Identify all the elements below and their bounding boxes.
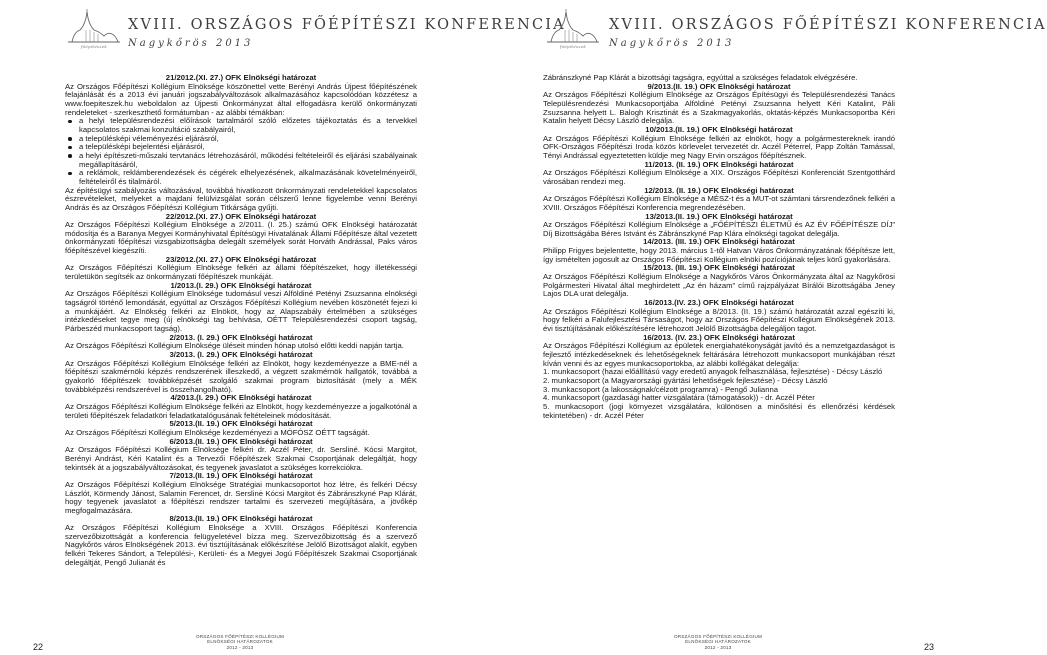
page-footer — [658, 634, 778, 650]
bullet-item: a településképi bejelentési eljárásról, — [65, 143, 417, 152]
resolution-heading: 4/2013.(I. 29.) OFK Elnökségi határozat — [170, 393, 312, 403]
conference-subtitle: Nagykőrös 2013 — [128, 38, 254, 49]
resolution-heading: 14/2013. (III. 19.) OFK Elnökségi határozat — [643, 237, 795, 247]
resolution-heading: 21/2012.(XI. 27.) OFK Elnökségi határozat — [165, 73, 317, 82]
paragraph: Az Országos Főépítészi Kollégium Elnöksége tudomásul veszi Alföldiné Petényi Zsuzsanna elnökségi tagságról történő lemondását, egyúttal az Országos Főépítészi Kollégium nevében köszönetét fejezi ki a munkájáért. Az Elnökség felkéri az Elnököt, hogy az Alapszabály értelmében a szükséges intézkedéseket tegye meg (új elnökségi tag behívása, OÉTT Településrendezési csoport tagság, Párbeszéd munkacsoport tagság). — [65, 289, 417, 334]
page-number: 22 — [33, 642, 44, 652]
resolution-heading: 2/2013. (I. 29.) OFK Elnökségi határozat — [169, 332, 313, 342]
resolution-heading: 7/2013.(II. 19.) OFK Elnökségi határozat — [169, 471, 313, 481]
paragraph: Az Országos Főépítészi Kollégium Elnöksége köszönettel vette Berényi András Újpest főépítészének felajánlását és a 2013 évi januári jogszabályváltozások alkalmazásához kapcsolódóan közzétesz a www.foepiteszek.hu weboldalon az Újpesti Önkormányzat által elfogadásra kerülő önkormányzati rendeleteket - szerkeszthető formátumban - az alábbi témákban: — [65, 81, 417, 117]
page-number: 23 — [924, 642, 935, 652]
right-page — [480, 0, 1047, 655]
bullet-item: a helyi településrendezési előírások tartalmáról szóló előzetes tájékoztatás és a tervekkel kapcsolatos szakmai konzultáció szabályairól, — [65, 117, 417, 134]
bullet-item: a településképi véleményezési eljárásról, — [65, 135, 417, 144]
resolution-heading: 11/2013. (II. 19.) OFK Elnökségi határozat — [644, 159, 794, 169]
resolution-heading: 16/2013. (IV. 23.) OFK Elnökségi határozat — [643, 332, 795, 342]
paragraph: Az Országos Főépítészi Kollégium Elnöksége a XVIII. Országos Főépítészi Konferencia szervezőbizottságát a konferencia felügyeletével bízza meg. Szervezőbizottság és a szervező Nagykőrös város Elnökségének 2013. évi tisztújításának előkészítése Jelölő Bizottságot alakít, egyben felkéri Tekeres Sándort, a Települési-, Kerületi- és a Megyei Jogú Főépítészek Szakmai Csoportjának delegáltját, Pengő Julianát és — [65, 523, 417, 567]
footer-line: ORSZÁGOS FŐÉPÍTÉSZI KOLLÉGIUM — [674, 634, 762, 639]
paragraph: 2. munkacsoport (a Magyarországi gyártási lehetőségek fejlesztése) - Décsy László — [543, 375, 828, 385]
footer-line: ELNÖKSÉGI HATÁROZATOK — [685, 639, 751, 645]
logo-caption: főépítészek — [80, 44, 108, 49]
page-header — [480, 0, 1047, 58]
paragraph: Philipp Frigyes bejelentette, hogy 2013. március 1-től Hatvan Város Önkormányzatának főépítésze lett, így ismételten jogosult az Országos Főépítészi Kollégium elnöki pozíciójának teljes körű gyakorlására. — [543, 246, 895, 264]
paragraph: Az Országos Főépítészi Kollégium Elnöksége felkéri az állami főépítészeket, hogy illetékességi területükön segítsék az önkormányzati főépítészek munkáját. — [65, 263, 417, 282]
paragraph: Zábránszkyné Pap Klárát a bizottsági tagságra, egyúttal a szükséges feladatok elvégzésére. — [543, 73, 858, 82]
resolution-heading: 16/2013.(IV. 23.) OFK Elnökségi határozat — [644, 298, 794, 308]
bullet-item: a helyi építészeti-műszaki tervtanács létrehozásáról, működési feltételeiről és eljárási szabályainak megállapításáról, — [65, 152, 417, 169]
conference-logo-icon — [64, 8, 124, 52]
conference-subtitle: Nagykőrös 2013 — [609, 38, 735, 49]
footer-line: 2012 - 2013 — [226, 644, 254, 650]
paragraph: Az Országos Főépítészi Kollégium Elnöksége üléseit minden hónap utolsó előtti keddi napján tartja. — [65, 341, 404, 351]
resolution-heading: 9/2013.(II. 19.) OFK Elnökségi határozat — [647, 81, 791, 91]
paragraph: Az Országos Főépítészi Kollégium Elnöksége a 8/2013. (II. 19.) számú határozatát azzal egészíti ki, hogy felkéri a Falufejlesztési Társaságot, hogy az Országos Főépítészi Kollégium Elnökségének 2013. évi tisztújításának előkészítésére létrehozott Jelölő Bizottságba delegáljon tagot. — [543, 306, 895, 334]
paragraph: Az Országos Főépítészi Kollégium Elnöksége a MÉSZ-t és a MUT-ot számtani társrendezőnek felkéri a XVIII. Országos Főépítészi Konferencia megrendezésében. — [543, 194, 895, 212]
paragraph: Az Országos Főépítészi Kollégium Elnöksége a XIX. Országos Főépítészi Konferenciát Szentgotthárd városában rendezi meg. — [543, 168, 895, 186]
resolution-heading: 8/2013.(II. 19.) OFK Elnökségi határozat — [169, 514, 313, 524]
paragraph: Az Országos Főépítészi Kollégium Elnöksége felkéri dr. Aczél Péter, dr. Sersliné. Kócsi Margitot, Berényi Andrást, Kéri Katalint és a Tervezői Főépítészek Szakmai Csoportjának delegáltját, hogy tekintsék át a jogszabályváltozásokat, és tegyenek javaslatot a szükséges korrekciókra. — [65, 445, 417, 472]
page-footer — [180, 634, 300, 650]
resolution-heading: 3/2013. (I. 29.) OFK Elnökségi határozat — [169, 350, 313, 359]
paragraph: Az Országos Főépítészi Kollégium Elnöksége a Nagykőrös Város Önkormányzata által az Nagykőrösi Polgármesteri Hivatal által meghirdetett „Az én házam” című rajzpályázat Bírálói Bizottságába Jeney Lajos DLA urat delegálja. — [543, 272, 895, 299]
paragraph: Az Országos Főépítészi Kollégium Elnöksége felkéri az Elnököt, hogy kezdeményezze a jogalkotónál a területi főépítészek feladatköri feladatkatalógusának feltételeinek módosítását. — [65, 401, 417, 420]
paragraph: 5. munkacsoport (jogi környezet vizsgálatára, különösen a minősítési és ellenőrzési kérdések tekintetében) - dr. Aczél Péter — [543, 401, 895, 420]
paragraph: Az Országos Főépítészi Kollégium Elnöksége kezdeményezi a MÓFÓSZ OÉTT tagságát. — [65, 427, 370, 437]
paragraph: Az építésügyi szabályozás változásával, továbbá hivatkozott önkormányzati rendeletekkel kapcsolatos észrevételeket, melyeket a majdani felülvizsgálat során célszerű lenne figyelembe venni Berényi András és az Országos Főépítészi Kollégium Titkársága gyűjti. — [65, 185, 417, 212]
paragraph: 4. munkacsoport (gazdasági hatter vizsgálatára (támogatások)) - dr. Aczél Péter — [543, 393, 815, 403]
paragraph: Az Országos Főépítészi Kollégium Elnöksége felkéri az Elnököt, hogy kezdeményezze a BME-nél a főépítészi szakmérnöki képzés rendszerének illeszkedő, a végzett szakmérnök hallgatók, továbbá a gyakorló főépítészek továbbképzését szolgáló szakmai program biztosítását (mely a MÉK továbbképzési rendszerével is összehangolható). — [65, 358, 417, 394]
conference-title: XVIII. ORSZÁGOS FŐÉPÍTÉSZI KONFERENCIA — [128, 17, 566, 33]
resolution-heading: 10/2013.(II. 19.) OFK Elnökségi határozat — [645, 124, 793, 134]
paragraph: Az Országos Főépítészi Kollégium Elnöksége a „FŐÉPÍTÉSZI ÉLETMŰ és AZ ÉV FŐÉPÍTÉSZE DÍJ” Díj Bizottságába Béres Istvánt és Zábránszkyné Pap Klára elnökségi tagokat delegálja. — [543, 220, 895, 238]
left-body-text — [65, 74, 417, 567]
bullet-item: a reklámok, reklámberendezések és cégérek elhelyezésének, alkalmazásának követelményeiről, feltételeiről és tilalmáról. — [65, 169, 417, 186]
conference-logo-icon — [543, 8, 603, 52]
logo-caption: főépítészek — [559, 44, 587, 49]
resolution-heading: 13/2013.(II. 19.) OFK Elnökségi határozat — [645, 211, 793, 221]
paragraph: Az Országos Főépítészi Kollégium Elnöksége a 2/2011. (I. 25.) számú OFK Elnökségi határozatát módosítja és a Baranya Megyei Kormányhivatal Építésügyi Hivatalának Állami Főépítésze által vezetett önkormányzati főépítészi vizsgabizottságba delegált személyek sorát Horváth Andrással, Paks város főépítészével kiegészíti. — [65, 220, 417, 256]
bullet-list — [65, 117, 417, 186]
resolution-heading: 6/2013.(II. 19.) OFK Elnökségi határozat — [169, 436, 313, 446]
paragraph: Az Országos Főépítészi Kollégium Elnöksége felkéri az elnököt, hogy a polgármestereknek irandó OFK-Országos Főépítészi Iroda közös körlevelet tervezetét dr. Aczél Péterrel, Papp Zoltán Tamással, Tényi Andrással egyeztetetten küldje meg Nagy Ervin országos főépítésznek. — [543, 133, 895, 160]
paragraph: Az Országos Főépítészi Kollégium az épületek energiahatékonyságát javító és a nemzetgazdaságot is fejlesztő intézkedéseknek és lehetőségeknek feltárására létrehozott munkacsoport munkájában részt kíván venni és az egyes munkacsoportokba, az alábbi kollégákat delegálja: — [543, 341, 895, 368]
paragraph: Az Országos Főépítészi Kollégium Elnöksége az Országos Építésügyi és Településrendezési Tanács Településrendezési Munkacsoportjába Alföldiné Petényi Zsuzsanna helyett Kéri Katalint, Páli Zsuzsanna helyett L. Balogh Krisztinát és a Szakmagyakorlás, oktatás-képzés Munkacsoportba Kéri Katalin helyett Décsy László delegálja. — [543, 90, 895, 126]
resolution-heading: 1/2013.(I. 29.) OFK Elnökségi határozat — [170, 280, 312, 290]
footer-line: 2012 - 2013 — [704, 644, 732, 650]
conference-title: XVIII. ORSZÁGOS FŐÉPÍTÉSZI KONFERENCIA — [609, 17, 1047, 33]
footer-line: ELNÖKSÉGI HATÁROZATOK — [207, 639, 273, 645]
resolution-heading: 15/2013. (III. 19.) OFK Elnökségi határozat — [643, 263, 795, 273]
resolution-heading: 12/2013. (II. 19.) OFK Elnökségi határozat — [644, 185, 794, 195]
paragraph: 3. munkacsoport (a lakosságnak/célzott programra) - Pengő Julianna — [543, 384, 779, 394]
resolution-heading: 23/2012.(XI. 27.) OFK Elnökségi határozat — [165, 254, 317, 264]
paragraph: Az Országos Főépítészi Kollégium Elnöksége Stratégiai munkacsoportot hoz létre, és felkéri Décsy Lászlót, Körmendy Jánost, Salamin Ferencet, dr. Serslinė Kócsi Margitot és Zábránszkyné Pap Klárát, hogy tegyenek javaslatot a főépítészi rendszer tartalmi és szervezeti megújítására, a jövőkép megfogalmazására. — [65, 479, 417, 515]
footer-line: ORSZÁGOS FŐÉPÍTÉSZI KOLLÉGIUM — [196, 634, 284, 639]
page-header — [0, 0, 566, 58]
resolution-heading: 5/2013.(II. 19.) OFK Elnökségi határozat — [169, 419, 313, 429]
paragraph: 1. munkacsoport (hazai előállítású vagy eredetű anyagok felhasználása, fejlesztése) - Décsy László — [543, 367, 883, 377]
right-body-text — [543, 74, 895, 420]
resolution-heading: 22/2012.(XI. 27.) OFK Elnökségi határozat — [165, 211, 317, 221]
